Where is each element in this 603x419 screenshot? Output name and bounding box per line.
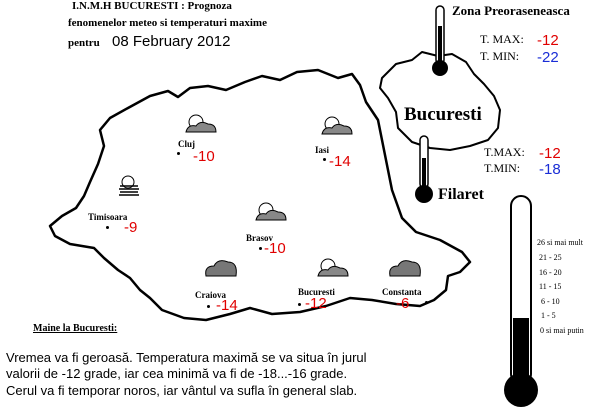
constanta-dot [425,301,428,304]
city-temp-bucuresti: -12 [305,295,327,312]
craiova-cloudy-icon [206,261,237,276]
cluj-partly-cloudy-icon [186,115,216,132]
forecast-line-3: Cerul va fi temporar noros, iar vântul va sufla în general slab. [6,383,358,398]
city-label-constanta: Constanta [382,287,422,297]
city-temp-brasov: -10 [264,240,286,257]
city-label-iasi: Iasi [315,145,330,155]
zone-title: Zona Preoraseneasca [452,3,570,18]
iasi-partly-cloudy-icon [322,117,352,134]
zone-tmax-label: T. MAX: [480,32,524,46]
filaret-thermometer-icon [415,136,433,203]
city-label-craiova: Craiova [195,290,226,300]
timisoara-fog-icon [119,176,139,195]
tomorrow-label: Maine la Bucuresti: [33,323,118,334]
scale-label-21: 21 - 25 [539,253,562,262]
bucuresti-partly-cloudy-icon [318,259,348,276]
forecast-date: 08 February 2012 [112,33,231,50]
bucharest-tmin-value: -18 [539,161,561,178]
scale-thermometer-icon [504,196,538,407]
zone-tmin-label: T. MIN: [480,49,520,63]
scale-label-11: 11 - 15 [539,282,562,291]
zone-tmin-value: -22 [537,49,559,66]
scale-label-16: 16 - 20 [539,268,562,277]
iasi-dot [323,158,326,161]
filaret-label: Filaret [438,186,484,203]
scale-label-6: 6 - 10 [541,297,560,306]
craiova-dot [207,305,210,308]
city-temp-constanta: -6 [396,295,410,312]
header-line-1: I.N.M.H BUCURESTI : Prognoza [72,0,232,12]
header-line-2: fenomenelor meteo si temperaturi maxime [68,17,267,29]
city-label-bucuresti: Bucuresti [298,287,335,297]
city-label-brasov: Brasov [246,233,273,243]
city-label-cluj: Cluj [178,139,196,149]
bucuresti-dot [298,303,301,306]
forecast-line-2: valorii de -12 grade, iar cea minimă va fi de -18...-16 grade. [6,366,348,381]
city-label-timisoara: Timisoara [88,212,128,222]
timisoara-dot [106,226,109,229]
city-temp-craiova: -14 [216,297,238,314]
city-temp-cluj: -10 [193,148,215,165]
scale-label-1: 1 - 5 [541,311,556,320]
cluj-dot [177,152,180,155]
scale-label-26: 26 si mai mult [537,238,583,247]
zone-thermometer-icon [432,6,448,76]
brasov-partly-cloudy-icon [256,203,286,220]
bucharest-tmax-label: T.MAX: [484,145,525,159]
forecast-line-1: Vremea va fi geroasă. Temperatura maximă se va situa în jurul [6,350,367,365]
constanta-cloudy-icon [390,261,421,276]
header-line-3-prefix: pentru [68,37,100,49]
brasov-dot [259,247,262,250]
bucharest-title: Bucuresti [404,104,482,125]
city-temp-iasi: -14 [329,153,351,170]
bucharest-tmax-value: -12 [539,145,561,162]
scale-label-0: 0 si mai putin [540,326,584,335]
bucharest-tmin-label: T.MIN: [484,161,521,175]
city-temp-timisoara: -9 [124,219,138,236]
zone-tmax-value: -12 [537,32,559,49]
